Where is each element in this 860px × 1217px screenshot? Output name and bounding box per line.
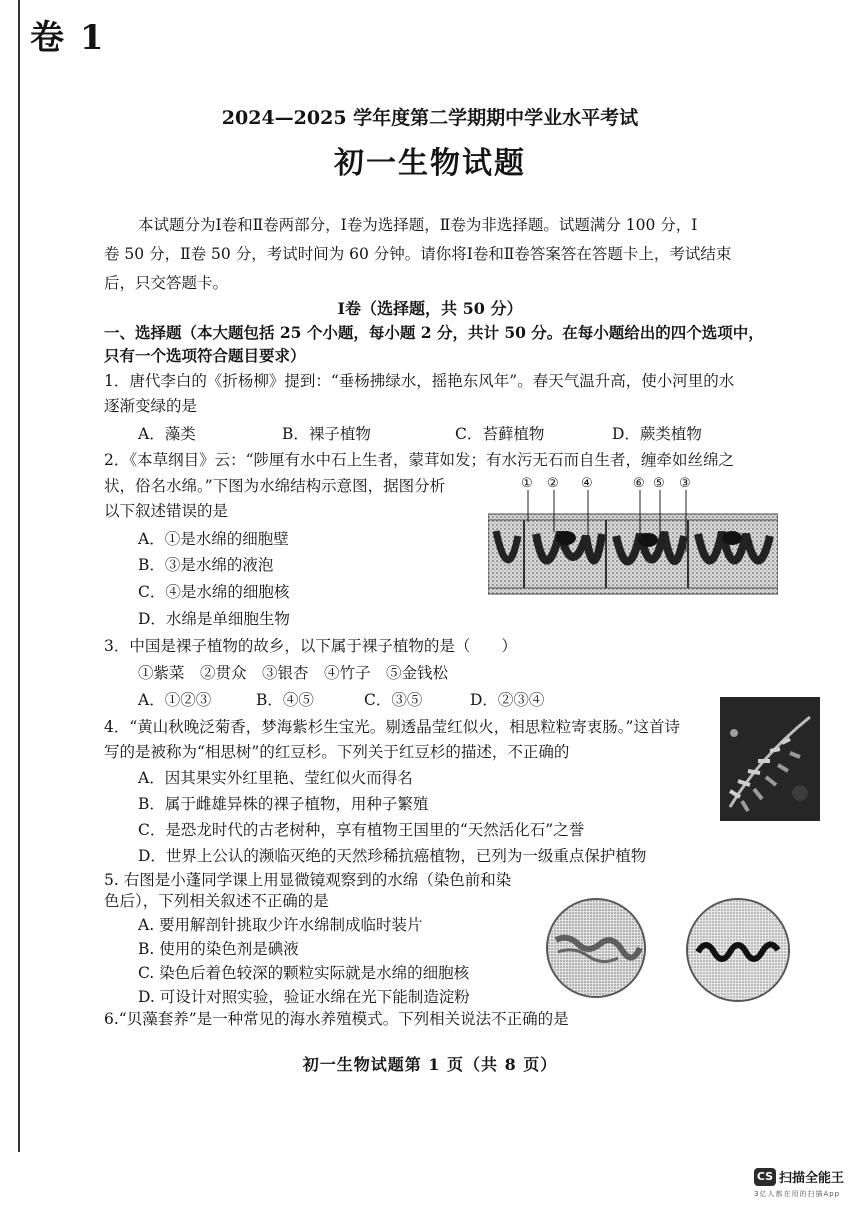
q5-option-d: D. 可设计对照实验，验证水绵在光下能制造淀粉 <box>138 988 470 1006</box>
q3-option-d: D．②③④ <box>470 691 545 709</box>
paper-volume-label: 卷 1 <box>30 18 106 58</box>
q4-option-b: B．属于雌雄异株的裸子植物，用种子繁殖 <box>138 795 429 813</box>
q3-option-c: C．③⑤ <box>364 691 423 709</box>
q2-stem-line-1: 2．《本草纲目》云：“陟厘有水中石上生者，蒙茸如发；有水污无石而自生者，缠牵如丝绵之 <box>104 451 735 469</box>
figure-label-4: ④ <box>581 476 593 491</box>
q5-option-b: B. 使用的染色剂是碘液 <box>138 940 299 958</box>
q2-stem-line-3: 以下叙述错误的是 <box>104 502 229 520</box>
scanner-logo-icon: CS <box>754 1168 776 1186</box>
figure-label-1: ① <box>521 476 533 491</box>
q2-option-b: B．③是水绵的液泡 <box>138 556 274 574</box>
q6-stem: 6.“贝藻套养”是一种常见的海水养殖模式。下列相关说法不正确的是 <box>104 1010 569 1028</box>
intro-line-1: 本试题分为Ⅰ卷和Ⅱ卷两部分，Ⅰ卷为选择题，Ⅱ卷为非选择题。试题满分 100 分，Ⅰ <box>138 216 698 234</box>
q1-stem-line-1: 1．唐代李白的《折杨柳》提到：“垂杨拂绿水，摇艳东风年”。春天气温升高，使小河里的水 <box>104 372 735 390</box>
q3-stem: 3．中国是裸子植物的故乡，以下属于裸子植物的是（ ） <box>104 637 517 655</box>
scanner-watermark <box>754 1166 844 1199</box>
q4-option-c: C．是恐龙时代的古老树种，享有植物王国里的“天然活化石”之誉 <box>138 821 585 839</box>
q2-option-d: D．水绵是单细胞生物 <box>138 610 290 628</box>
q2-option-c: C．④是水绵的细胞核 <box>138 583 290 601</box>
q5-option-c: C. 染色后着色较深的颗粒实际就是水绵的细胞核 <box>138 964 470 982</box>
q5-stem-line-1: 5. 右图是小蓬同学课上用显微镜观察到的水绵（染色前和染 <box>104 871 512 889</box>
subject-title: 初一生物试题 <box>334 146 526 181</box>
q3-option-b: B．④⑤ <box>256 691 314 709</box>
exam-title: 2024—2025 学年度第二学期期中学业水平考试 <box>221 107 639 129</box>
q1-stem-line-2: 逐渐变绿的是 <box>104 397 198 415</box>
scanner-app-name: 扫描全能王 <box>778 1171 844 1186</box>
q5-stem-line-2: 色后），下列相关叙述不正确的是 <box>104 892 329 910</box>
page-footer: 初一生物试题第 1 页（共 8 页） <box>302 1055 558 1074</box>
q5-option-a: A. 要用解剖针挑取少许水绵制成临时装片 <box>138 916 423 934</box>
spirogyra-structure-figure <box>488 476 778 598</box>
q2-option-a: A．①是水绵的细胞壁 <box>138 530 289 548</box>
q3-option-a: A．①②③ <box>138 691 212 709</box>
intro-line-2: 卷 50 分，Ⅱ卷 50 分，考试时间为 60 分钟。请你将Ⅰ卷和Ⅱ卷答案答在答题卡上，考试结束 <box>104 245 732 263</box>
section-heading: Ⅰ卷（选择题，共 50 分） <box>337 299 523 318</box>
q1-option-c: C．苔藓植物 <box>455 425 545 443</box>
q2-stem-line-2: 状，俗名水绵。”下图为水绵结构示意图，据图分析 <box>104 477 446 495</box>
q4-stem-line-1: 4．“黄山秋晚泛菊香，梦海紫杉生宝光。剔透晶莹红似火，相思粒粒寄衷肠。”这首诗 <box>104 718 680 736</box>
red-yew-photo <box>720 697 820 821</box>
figure-label-5: ⑤ <box>653 476 665 491</box>
q1-option-d: D．蕨类植物 <box>612 425 702 443</box>
figure-label-6: ⑥ <box>633 476 645 491</box>
q1-option-b: B．裸子植物 <box>282 425 371 443</box>
microscope-view-before-stain <box>546 898 646 998</box>
part-one-instruction-line-1: 一、选择题（本大题包括 25 个小题，每小题 2 分，共计 50 分。在每小题给出的四个选项中， <box>104 323 764 342</box>
q1-option-a: A．藻类 <box>138 425 196 443</box>
intro-line-3: 后，只交答题卡。 <box>104 274 229 292</box>
q3-items: ①紫菜 ②贯众 ③银杏 ④竹子 ⑤金钱松 <box>138 664 449 682</box>
q4-stem-line-2: 写的是被称为“相思树”的红豆杉。下列关于红豆杉的描述，不正确的 <box>104 743 570 761</box>
microscope-view-after-stain <box>686 898 790 1002</box>
part-one-instruction-line-2: 只有一个选项符合题目要求） <box>104 346 306 365</box>
q4-option-d: D．世界上公认的濒临灭绝的天然珍稀抗癌植物，已列为一级重点保护植物 <box>138 847 647 865</box>
figure-label-3: ③ <box>679 476 691 491</box>
scanner-tagline: 3亿人都在用的扫描App <box>753 1190 841 1198</box>
q4-option-a: A．因其果实外红里艳、莹红似火而得名 <box>138 769 413 787</box>
figure-label-2: ② <box>547 476 559 491</box>
